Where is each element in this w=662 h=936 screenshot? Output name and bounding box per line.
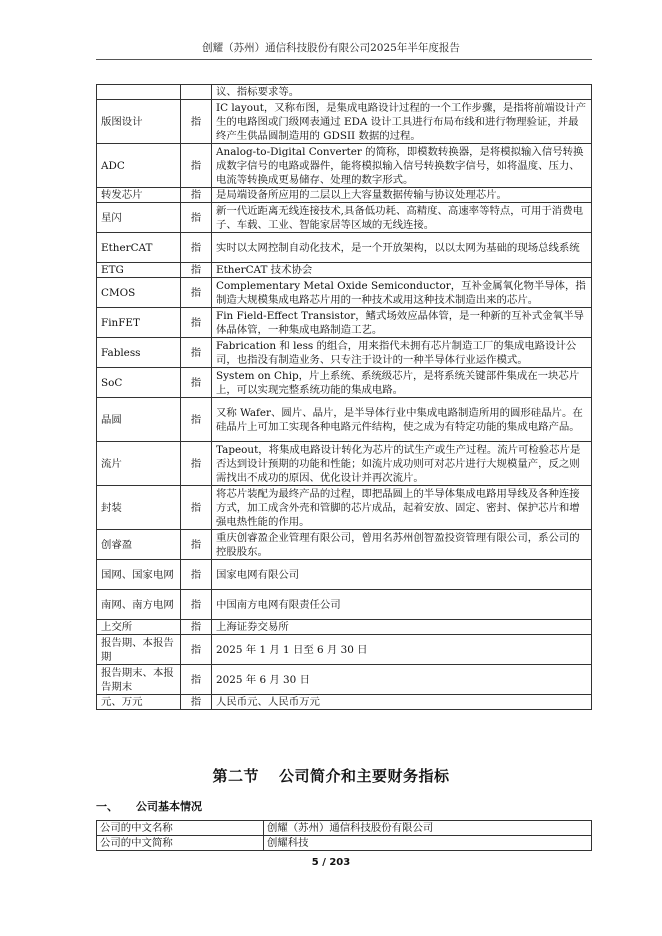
definition-indicator: 指 — [181, 203, 212, 233]
definition-description: Fabrication 和 less 的组合，用来指代未拥有芯片制造工厂的集成电路设计公司，也指没有制造业务、只专注于设计的一种半导体行业运作模式。 — [212, 338, 592, 368]
definition-row — [97, 278, 592, 308]
company-info-label: 公司的中文名称 — [97, 821, 264, 836]
definition-row — [97, 308, 592, 338]
page-header: 创耀（苏州）通信科技股份有限公司2025年半年度报告 — [202, 42, 460, 54]
definition-row — [97, 263, 592, 278]
definition-indicator: 指 — [181, 263, 212, 278]
subsection-number: 一、 — [96, 800, 118, 813]
company-info-value: 创耀（苏州）通信科技股份有限公司 — [264, 821, 592, 836]
definition-row — [97, 620, 592, 635]
subsection-title: 公司基本情况 — [136, 800, 202, 813]
definition-indicator: 指 — [181, 590, 212, 620]
definition-row — [97, 695, 592, 710]
definition-row — [97, 486, 592, 530]
definition-indicator: 指 — [181, 560, 212, 590]
definition-term: Fabless — [97, 338, 181, 368]
definition-description: 人民币元、人民币万元 — [212, 695, 592, 710]
header-rule — [96, 59, 592, 60]
definition-term: 星闪 — [97, 203, 181, 233]
definition-term: 元、万元 — [97, 695, 181, 710]
definition-row — [97, 203, 592, 233]
definition-description: 又称 Wafer、圆片、晶片，是半导体行业中集成电路制造所用的圆形硅晶片。在硅晶片上可加工实现各种电路元件结构，使之成为有特定功能的集成电路产品。 — [212, 398, 592, 442]
definition-term — [97, 85, 181, 100]
company-info-row — [97, 836, 592, 851]
definition-term: FinFET — [97, 308, 181, 338]
definition-indicator: 指 — [181, 278, 212, 308]
definition-row — [97, 442, 592, 486]
definition-term: 报告期、本报告期 — [97, 635, 181, 665]
definition-term: 上交所 — [97, 620, 181, 635]
definition-row — [97, 635, 592, 665]
definition-term: 封装 — [97, 486, 181, 530]
section-name: 公司简介和主要财务指标 — [279, 767, 450, 785]
definition-description: IC layout，又称布图，是集成电路设计过程的一个工作步骤，是指将前端设计产生的电路图或门级网表通过 EDA 设计工具进行布局布线和进行物理验证，并最终产生供晶圆制造用的 GDSII 数据的过程。 — [212, 100, 592, 144]
definition-description: Fin Field-Effect Transistor，鳍式场效应晶体管，是一种新的互补式金氧半导体晶体管，一种集成电路制造工艺。 — [212, 308, 592, 338]
definition-indicator: 指 — [181, 144, 212, 188]
definition-indicator: 指 — [181, 620, 212, 635]
definition-indicator: 指 — [181, 486, 212, 530]
company-info-value: 创耀科技 — [264, 836, 592, 851]
definition-description: 实时以太网控制自动化技术，是一个开放架构，以以太网为基础的现场总线系统 — [212, 233, 592, 263]
company-info-table — [96, 820, 592, 851]
definition-indicator: 指 — [181, 308, 212, 338]
definition-row — [97, 338, 592, 368]
definition-indicator: 指 — [181, 530, 212, 560]
definition-description: 议、指标要求等。 — [212, 85, 592, 100]
subsection-heading — [96, 798, 202, 814]
definition-term: EtherCAT — [97, 233, 181, 263]
definition-row — [97, 100, 592, 144]
definition-description: Analog-to-Digital Converter 的简称，即模数转换器，是将模拟输入信号转换成数字信号的电路或器件，能将模拟输入信号转换数字信号，如将温度、压力、电流等转换成更易储存、处理的数字形式。 — [212, 144, 592, 188]
definition-indicator: 指 — [181, 100, 212, 144]
definition-description: 2025 年 1 月 1 日至 6 月 30 日 — [212, 635, 592, 665]
section-title — [0, 765, 662, 786]
definition-description: Complementary Metal Oxide Semiconductor，互补金属氧化物半导体，指制造大规模集成电路芯片用的一种技术或用这种技术制造出来的芯片。 — [212, 278, 592, 308]
definition-row — [97, 85, 592, 100]
company-info-row — [97, 821, 592, 836]
definition-row — [97, 665, 592, 695]
company-info-label: 公司的中文简称 — [97, 836, 264, 851]
definition-indicator: 指 — [181, 233, 212, 263]
definition-row — [97, 144, 592, 188]
definition-indicator: 指 — [181, 398, 212, 442]
definition-row — [97, 188, 592, 203]
definition-term: 创睿盈 — [97, 530, 181, 560]
definition-description: System on Chip，片上系统、系统级芯片，是将系统关键部件集成在一块芯片上，可以实现完整系统功能的集成电路。 — [212, 368, 592, 398]
definition-indicator: 指 — [181, 695, 212, 710]
definition-description: 2025 年 6 月 30 日 — [212, 665, 592, 695]
definition-term: 转发芯片 — [97, 188, 181, 203]
definition-description: EtherCAT 技术协会 — [212, 263, 592, 278]
definition-term: ADC — [97, 144, 181, 188]
definition-description: 是局端设备所应用的二层以上大容量数据传输与协议处理芯片。 — [212, 188, 592, 203]
definition-term: 国网、国家电网 — [97, 560, 181, 590]
definition-indicator — [181, 85, 212, 100]
definition-term: 报告期末、本报告期末 — [97, 665, 181, 695]
definition-indicator: 指 — [181, 635, 212, 665]
definition-term: SoC — [97, 368, 181, 398]
definition-row — [97, 398, 592, 442]
definition-row — [97, 560, 592, 590]
definition-description: Tapeout，将集成电路设计转化为芯片的试生产或生产过程。流片可检验芯片是否达到设计预期的功能和性能；如流片成功则可对芯片进行大规模量产，反之则需找出不成功的原因、优化设计并再次流片。 — [212, 442, 592, 486]
definition-description: 新一代近距离无线连接技术,具备低功耗、高精度、高速率等特点，可用于消费电子、车载、工业、智能家居等区域的无线连接。 — [212, 203, 592, 233]
definition-indicator: 指 — [181, 338, 212, 368]
definition-description: 上海证券交易所 — [212, 620, 592, 635]
definition-row — [97, 368, 592, 398]
definition-term: ETG — [97, 263, 181, 278]
definition-indicator: 指 — [181, 368, 212, 398]
definition-indicator: 指 — [181, 188, 212, 203]
definition-term: CMOS — [97, 278, 181, 308]
definition-term: 流片 — [97, 442, 181, 486]
definitions-table — [96, 84, 592, 710]
definition-term: 南网、南方电网 — [97, 590, 181, 620]
page-number: 5 / 203 — [311, 857, 351, 868]
definition-term: 版图设计 — [97, 100, 181, 144]
definition-indicator: 指 — [181, 442, 212, 486]
definition-term: 晶圆 — [97, 398, 181, 442]
definition-row — [97, 590, 592, 620]
definition-row — [97, 530, 592, 560]
definition-indicator: 指 — [181, 665, 212, 695]
definition-description: 国家电网有限公司 — [212, 560, 592, 590]
definition-description: 重庆创睿盈企业管理有限公司，曾用名苏州创智盈投资管理有限公司，系公司的控股股东。 — [212, 530, 592, 560]
definition-description: 中国南方电网有限责任公司 — [212, 590, 592, 620]
definition-row — [97, 233, 592, 263]
section-number: 第二节 — [212, 767, 259, 785]
definition-description: 将芯片装配为最终产品的过程，即把晶圆上的半导体集成电路用导线及各种连接方式，加工成含外壳和管脚的芯片成品，起着安放、固定、密封、保护芯片和增强电热性能的作用。 — [212, 486, 592, 530]
